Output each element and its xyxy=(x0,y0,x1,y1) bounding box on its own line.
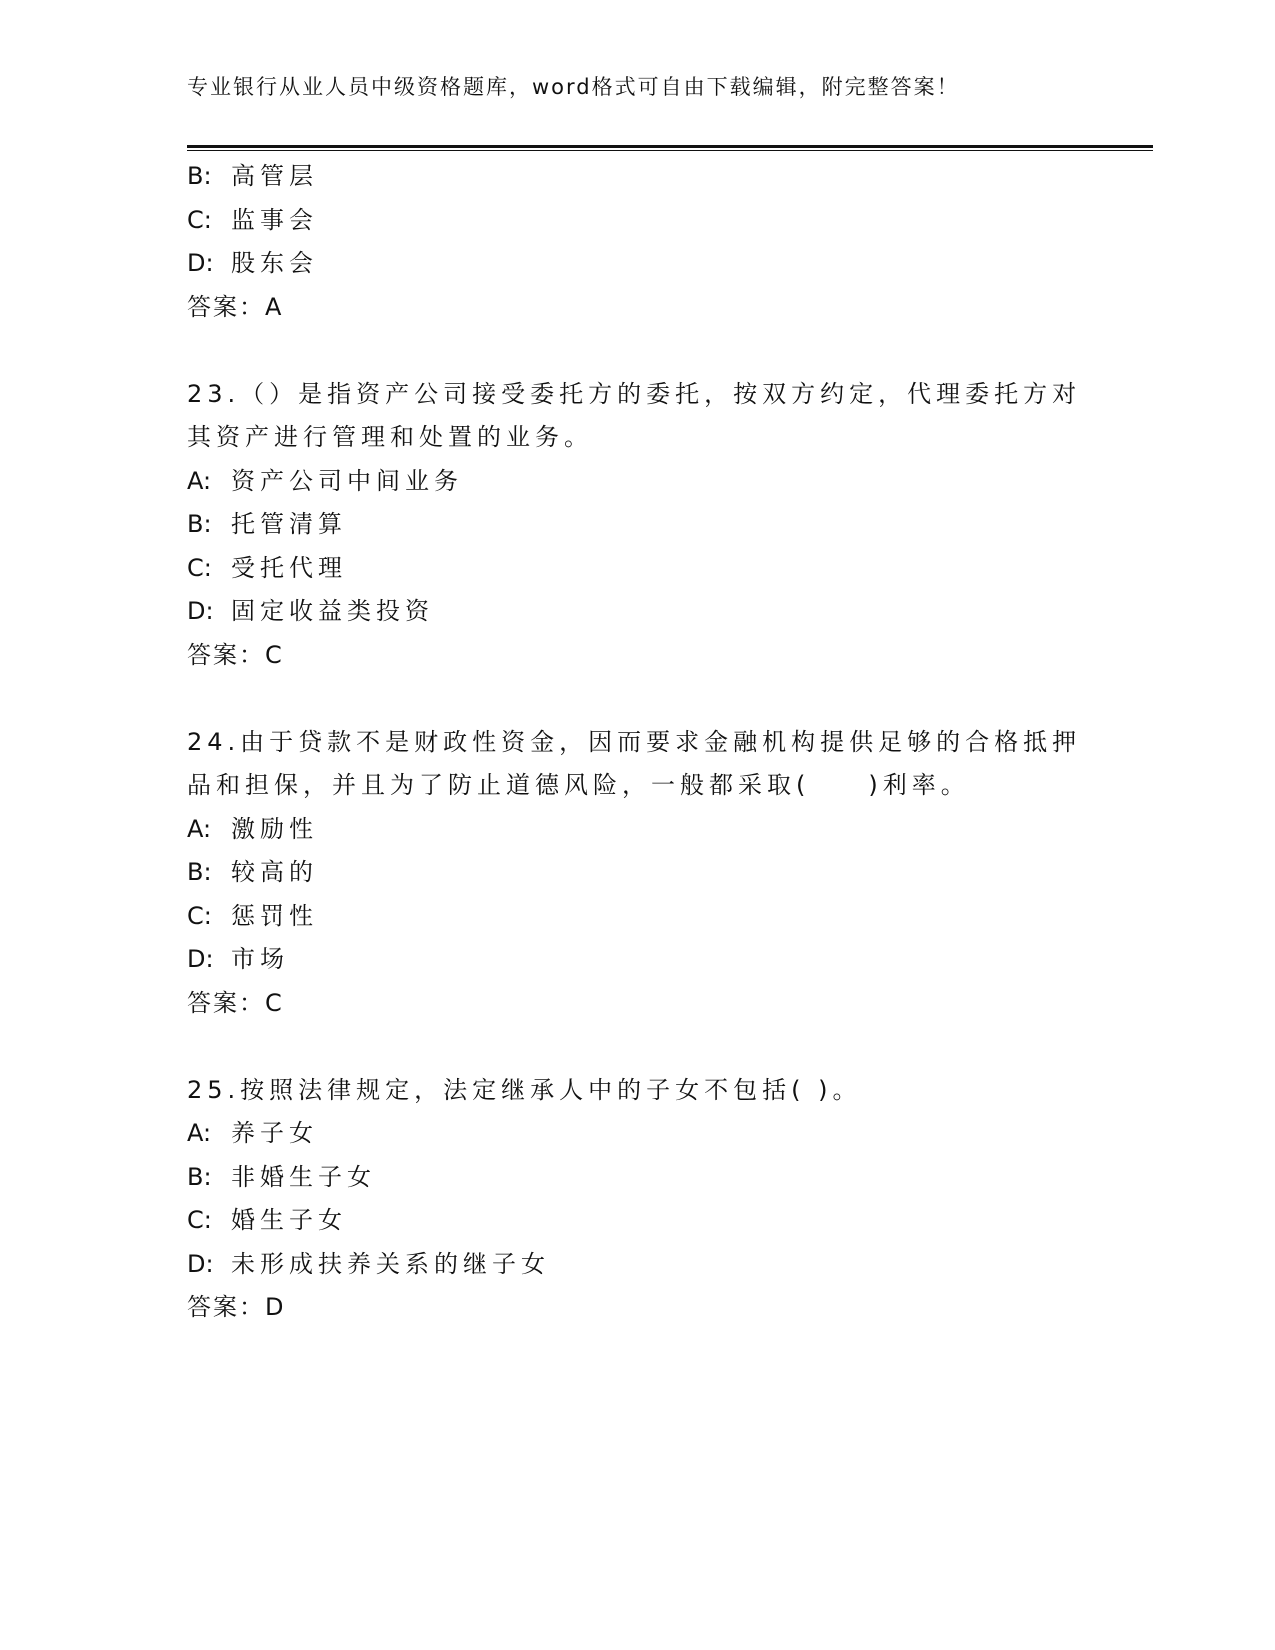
option-text: 未形成扶养关系的继子女 xyxy=(231,1250,550,1278)
question-24-text: 24.由于贷款不是财政性资金，因而要求金融机构提供足够的合格抵押 xyxy=(187,728,1082,756)
option-letter: B: xyxy=(187,162,212,190)
question-23-text-cont: 其资产进行管理和处置的业务。 xyxy=(187,423,593,451)
option-letter: D: xyxy=(187,945,214,973)
answer-line: 答案：C xyxy=(187,989,284,1017)
answer-line: 答案：C xyxy=(187,641,284,669)
option-text: 固定收益类投资 xyxy=(231,597,434,625)
answer-line: 答案：D xyxy=(187,1293,286,1321)
header-divider-thin xyxy=(187,150,1153,151)
option-letter: A: xyxy=(187,815,212,843)
page-header: 专业银行从业人员中级资格题库，word格式可自由下载编辑，附完整答案！ xyxy=(187,75,960,99)
option-letter: C: xyxy=(187,1206,212,1234)
question-24-text-cont: 品和担保，并且为了防止道德风险，一般都采取( )利率。 xyxy=(187,771,970,799)
option-text: 股东会 xyxy=(231,249,318,277)
header-divider-thick xyxy=(187,145,1153,148)
option-letter: C: xyxy=(187,554,212,582)
option-text: 资产公司中间业务 xyxy=(231,467,463,495)
option-letter: D: xyxy=(187,1250,214,1278)
option-text: 监事会 xyxy=(231,206,318,234)
option-b xyxy=(187,507,347,541)
option-a xyxy=(187,1116,318,1150)
option-text: 激励性 xyxy=(231,815,318,843)
option-d xyxy=(187,942,289,976)
option-c xyxy=(187,203,318,237)
option-letter: D: xyxy=(187,249,214,277)
option-text: 市场 xyxy=(231,945,289,973)
option-a xyxy=(187,464,463,498)
option-text: 高管层 xyxy=(231,162,318,190)
answer-line: 答案：A xyxy=(187,293,284,321)
option-b xyxy=(187,159,318,193)
option-c xyxy=(187,899,318,933)
option-text: 养子女 xyxy=(231,1119,318,1147)
option-text: 受托代理 xyxy=(231,554,347,582)
option-text: 惩罚性 xyxy=(231,902,318,930)
option-b xyxy=(187,855,318,889)
option-d xyxy=(187,594,434,628)
option-c xyxy=(187,1203,347,1237)
option-letter: A: xyxy=(187,1119,212,1147)
question-23-text: 23.（）是指资产公司接受委托方的委托，按双方约定，代理委托方对 xyxy=(187,380,1082,408)
option-letter: C: xyxy=(187,902,212,930)
option-letter: A: xyxy=(187,467,212,495)
option-text: 较高的 xyxy=(231,858,318,886)
option-d xyxy=(187,1247,550,1281)
option-letter: C: xyxy=(187,206,212,234)
option-a xyxy=(187,812,318,846)
option-letter: B: xyxy=(187,1163,212,1191)
option-b xyxy=(187,1160,376,1194)
option-letter: B: xyxy=(187,510,212,538)
option-c xyxy=(187,551,347,585)
option-text: 托管清算 xyxy=(231,510,347,538)
option-letter: D: xyxy=(187,597,214,625)
question-25-text: 25.按照法律规定，法定继承人中的子女不包括( )。 xyxy=(187,1076,862,1104)
option-text: 婚生子女 xyxy=(231,1206,347,1234)
option-text: 非婚生子女 xyxy=(231,1163,376,1191)
option-d xyxy=(187,246,318,280)
option-letter: B: xyxy=(187,858,212,886)
